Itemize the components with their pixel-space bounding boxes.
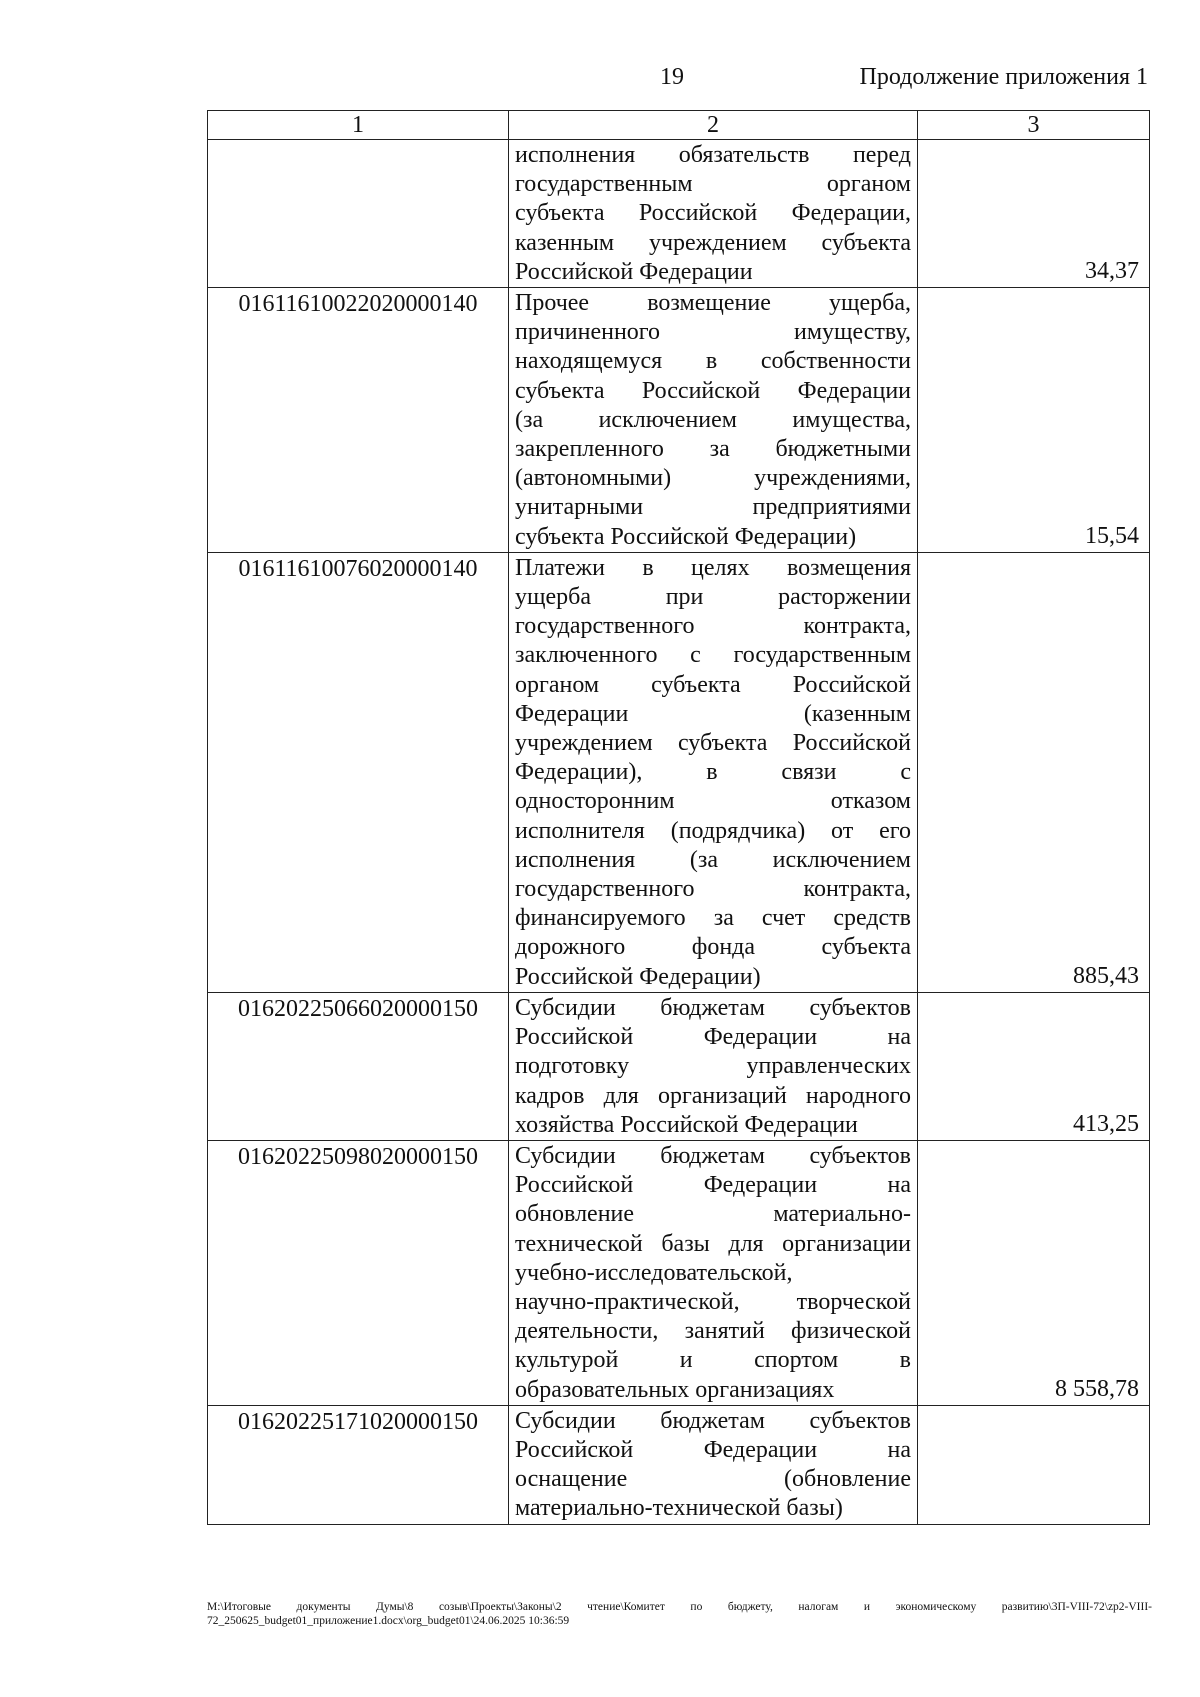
description-line: материально-технической базы) [515,1495,843,1522]
description-line: Прочее возмещение ущерба, [515,290,911,317]
description-line: причиненного имуществу, [515,319,911,346]
description-line: исполнения обязательств перед [515,142,911,168]
description-line: закрепленного за бюджетными [515,436,911,463]
description-line: Субсидии бюджетам субъектов [515,1142,911,1169]
amount [918,1405,1150,1524]
budget-table [207,110,1150,1525]
description-line: Федерации), в связи с [515,759,911,786]
description-line: (за исключением имущества, [515,406,911,433]
description-line: субъекта Российской Федерации, [515,200,911,227]
description-line: технической базы для организации [515,1230,911,1257]
table-row [208,992,1150,1140]
description-line: Российской Федерации на [515,1436,911,1463]
description-line: субъекта Российской Федерации [515,377,911,404]
budget-code: 01620225171020000150 [208,1405,509,1524]
footer-line-1: M:\Итоговые документы Думы\8 созыв\Проекты\Законы\2 чтение\Комитет по бюджету, налогам и экономическому развитию\3П-VIII-72\zp2-VIII- [207,1601,1152,1613]
description-line: подготовку управленческих [515,1053,911,1080]
description-line: финансируемого за счет средств [515,905,911,932]
description-line: научно-практической, творческой [515,1288,911,1315]
column-number-3: 3 [918,111,1150,140]
description-line: ущерба при расторжении [515,584,911,611]
income-description [509,552,918,992]
amount: 413,25 [918,992,1150,1140]
description-line: хозяйства Российской Федерации [515,1111,858,1138]
description-line: казенным учреждением субъекта [515,229,911,256]
income-description [509,1140,918,1405]
table-row [208,288,1150,553]
budget-code: 01611610076020000140 [208,552,509,992]
description-line: (автономными) учреждениями, [515,465,911,492]
description-line: заключенного с государственным [515,642,911,669]
description-line: органом субъекта Российской [515,671,911,698]
table-header-row [208,111,1150,140]
amount: 15,54 [918,288,1150,553]
description-line: оснащение (обновление [515,1466,911,1493]
description-line: культурой и спортом в [515,1347,911,1374]
description-line: унитарными предприятиями [515,494,911,521]
income-description [509,1405,918,1524]
income-description [509,992,918,1140]
file-path-footer [207,1600,1152,1628]
description-line: деятельности, занятий физической [515,1318,911,1345]
description-line: обновление материально- [515,1201,911,1228]
description-line: субъекта Российской Федерации) [515,523,857,550]
amount: 34,37 [918,140,1150,288]
income-description [509,140,918,288]
description-line: Российской Федерации) [515,963,761,990]
description-line: государственного контракта, [515,876,911,903]
description-line: кадров для организаций народного [515,1082,911,1109]
amount: 8 558,78 [918,1140,1150,1405]
budget-code: 01611610022020000140 [208,288,509,553]
footer-line-2: 72_250625_budget01_приложение1.docx\org_budget01\24.06.2025 10:36:59 [207,1615,570,1627]
page-number: 19 [660,64,684,90]
description-line: Субсидии бюджетам субъектов [515,994,911,1021]
description-line: исполнителя (подрядчика) от его [515,817,911,844]
description-line: Российской Федерации [515,258,753,285]
description-line: учреждением субъекта Российской [515,730,911,757]
table-row [208,1140,1150,1405]
table-row [208,552,1150,992]
description-line: Платежи в целях возмещения [515,554,911,581]
description-line: дорожного фонда субъекта [515,934,911,961]
description-line: Российской Федерации на [515,1024,911,1051]
table-row [208,140,1150,288]
description-line: Субсидии бюджетам субъектов [515,1407,911,1434]
budget-code: 01620225066020000150 [208,992,509,1140]
budget-code: 01620225098020000150 [208,1140,509,1405]
description-line: Федерации (казенным [515,700,911,727]
column-number-1: 1 [208,111,509,140]
income-description [509,288,918,553]
continuation-label: Продолжение приложения 1 [859,64,1148,90]
description-line: Российской Федерации на [515,1172,911,1199]
description-line: государственным органом [515,171,911,198]
description-line: исполнения (за исключением [515,846,911,873]
description-line: образовательных организациях [515,1376,835,1403]
description-line: государственного контракта, [515,613,911,640]
budget-code [208,140,509,288]
amount: 885,43 [918,552,1150,992]
description-line: учебно-исследовательской, [515,1259,793,1286]
description-line: находящемуся в собственности [515,348,911,375]
column-number-2: 2 [509,111,918,140]
table-row [208,1405,1150,1524]
description-line: односторонним отказом [515,788,911,815]
